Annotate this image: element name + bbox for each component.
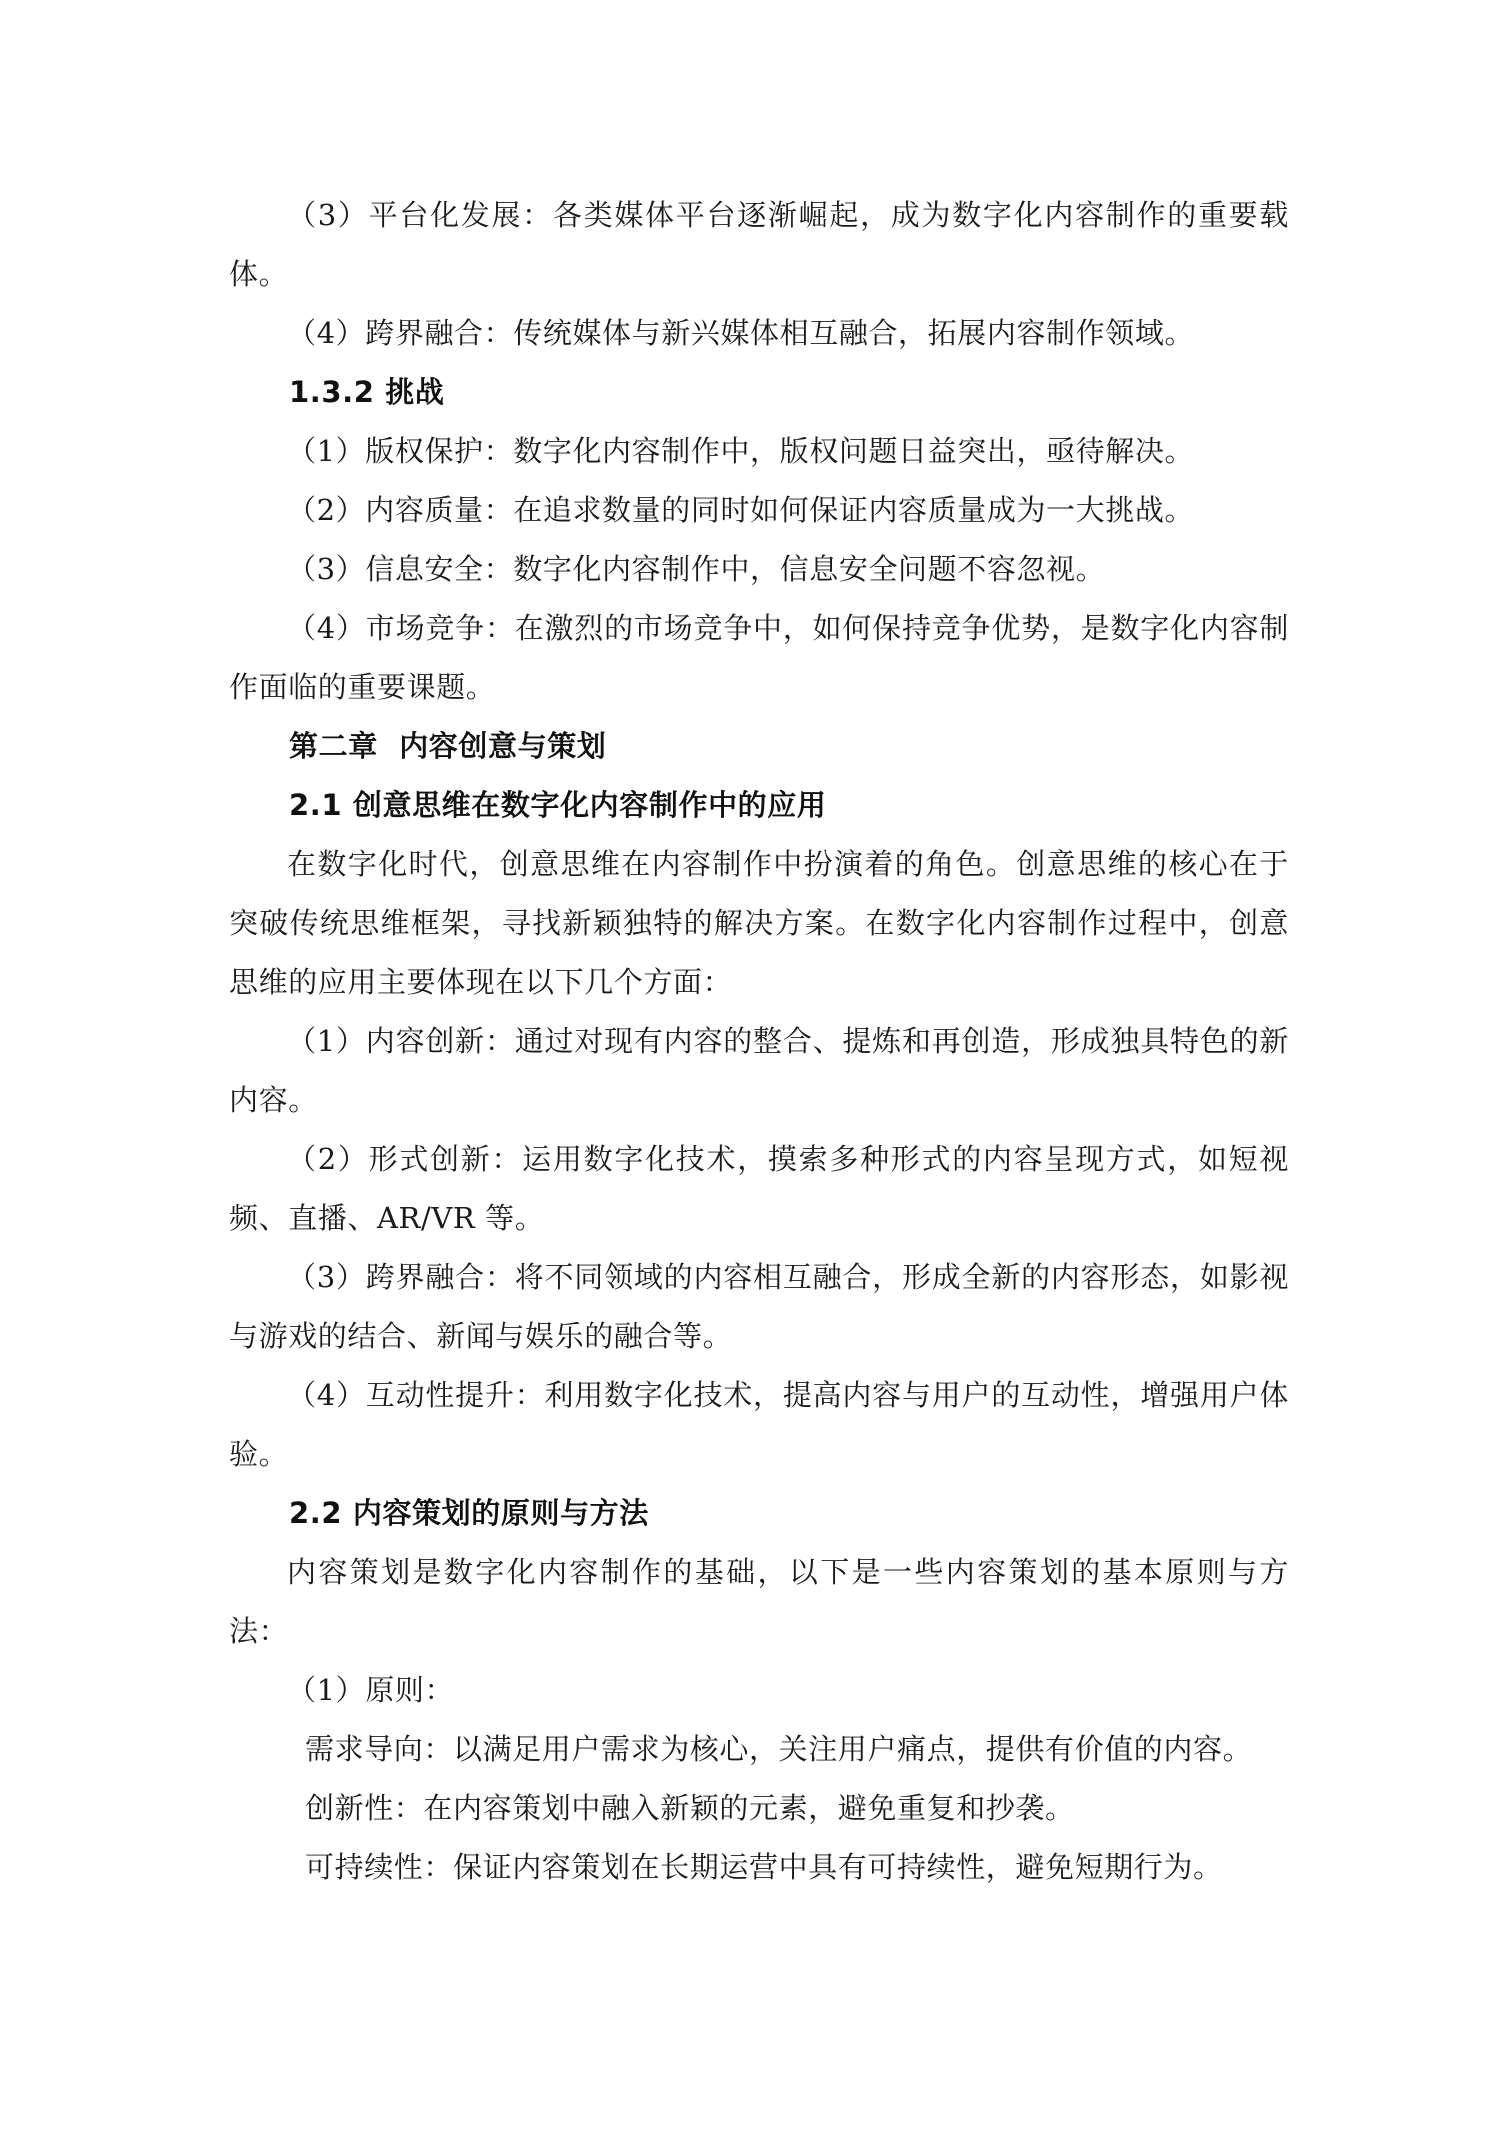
item-principles: （1）原则：	[287, 1673, 455, 1707]
item-market-competition: （4）市场竞争：在激烈的市场竞争中，如何保持竞争优势，是数字化内容制作面临的重要课题。	[229, 611, 1289, 704]
paragraph-creative-thinking: 在数字化时代，创意思维在内容制作中扮演着的角色。创意思维的核心在于突破传统思维框架，寻找新颖独特的解决方案。在数字化内容制作过程中，创意思维的应用主要体现在以下几个方面：	[229, 847, 1289, 999]
item-content-innovation: （1）内容创新：通过对现有内容的整合、提炼和再创造，形成独具特色的新内容。	[229, 1024, 1289, 1117]
item-content-quality: （2）内容质量：在追求数量的同时如何保证内容质量成为一大挑战。	[287, 493, 1195, 527]
heading-chapter-2: 第二章 内容创意与策划	[289, 729, 607, 763]
item-interactivity: （4）互动性提升：利用数字化技术，提高内容与用户的互动性，增强用户体验。	[229, 1378, 1289, 1471]
item-cross-border-integration: （4）跨界融合：传统媒体与新兴媒体相互融合，拓展内容制作领域。	[287, 316, 1195, 350]
item-copyright: （1）版权保护：数字化内容制作中，版权问题日益突出，亟待解决。	[287, 434, 1195, 468]
item-cross-domain-fusion: （3）跨界融合：将不同领域的内容相互融合，形成全新的内容形态，如影视与游戏的结合、新闻与娱乐的融合等。	[229, 1260, 1289, 1353]
item-info-security: （3）信息安全：数字化内容制作中，信息安全问题不容忽视。	[287, 552, 1106, 586]
heading-2-2: 2.2 内容策划的原则与方法	[289, 1496, 649, 1530]
heading-2-1: 2.1 创意思维在数字化内容制作中的应用	[289, 788, 827, 822]
item-innovation: 创新性：在内容策划中融入新颖的元素，避免重复和抄袭。	[305, 1791, 1075, 1825]
item-platformization: （3）平台化发展：各类媒体平台逐渐崛起，成为数字化内容制作的重要载体。	[229, 198, 1289, 291]
heading-challenges: 1.3.2 挑战	[289, 375, 445, 409]
item-demand-oriented: 需求导向：以满足用户需求为核心，关注用户痛点，提供有价值的内容。	[305, 1732, 1253, 1766]
item-form-innovation: （2）形式创新：运用数字化技术，摸索多种形式的内容呈现方式，如短视频、直播、AR/VR 等。	[229, 1142, 1289, 1235]
paragraph-planning-intro: 内容策划是数字化内容制作的基础，以下是一些内容策划的基本原则与方法：	[229, 1555, 1289, 1648]
document-body	[229, 186, 1289, 1897]
item-sustainability: 可持续性：保证内容策划在长期运营中具有可持续性，避免短期行为。	[305, 1850, 1223, 1884]
